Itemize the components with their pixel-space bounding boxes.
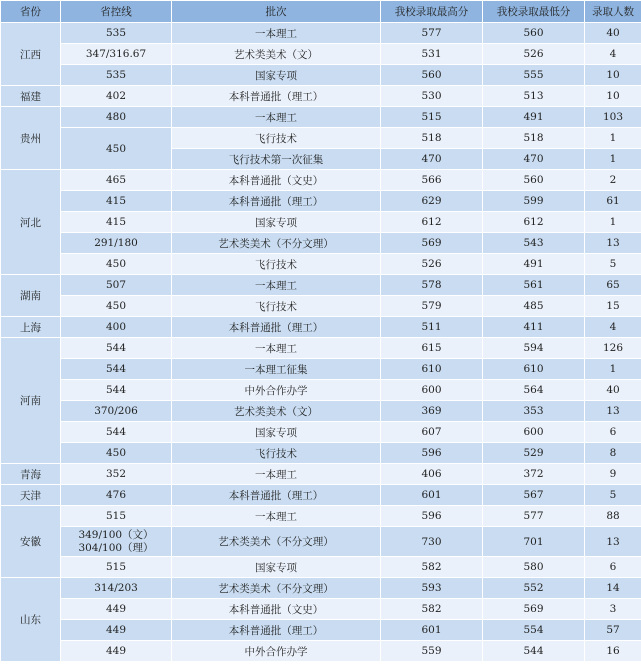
control-line-cell: 347/316.67 — [61, 44, 172, 65]
control-line-cell: 507 — [61, 275, 172, 296]
admitted-count-cell: 40 — [585, 23, 641, 44]
batch-cell: 艺术类美术（文） — [172, 44, 381, 65]
header-min-score: 我校录取最低分 — [483, 1, 585, 23]
table-row — [1, 422, 641, 443]
batch-cell: 国家专项 — [172, 65, 381, 86]
control-line-cell: 400 — [61, 317, 172, 338]
table-row — [1, 44, 641, 65]
header-province: 省份 — [1, 1, 61, 23]
control-line-cell: 515 — [61, 557, 172, 578]
min-score-cell: 564 — [483, 380, 585, 401]
control-line-cell: 415 — [61, 191, 172, 212]
min-score-cell: 599 — [483, 191, 585, 212]
admitted-count-cell: 13 — [585, 527, 641, 557]
admitted-count-cell: 1 — [585, 212, 641, 233]
table-row — [1, 578, 641, 599]
header-control-line: 省控线 — [61, 1, 172, 23]
min-score-cell: 491 — [483, 107, 585, 128]
admitted-count-cell: 88 — [585, 506, 641, 527]
control-line-cell: 449 — [61, 641, 172, 662]
min-score-cell: 513 — [483, 86, 585, 107]
table-row — [1, 86, 641, 107]
admitted-count-cell: 103 — [585, 107, 641, 128]
min-score-cell: 543 — [483, 233, 585, 254]
min-score-cell: 485 — [483, 296, 585, 317]
admitted-count-cell: 14 — [585, 578, 641, 599]
max-score-cell: 530 — [381, 86, 483, 107]
control-line-cell: 450 — [61, 254, 172, 275]
min-score-cell: 567 — [483, 485, 585, 506]
table-row — [1, 128, 641, 149]
batch-cell: 本科普通批（理工） — [172, 86, 381, 107]
min-score-cell: 612 — [483, 212, 585, 233]
table-row — [1, 233, 641, 254]
admitted-count-cell: 40 — [585, 380, 641, 401]
table-row — [1, 443, 641, 464]
batch-cell: 中外合作办学 — [172, 380, 381, 401]
max-score-cell: 596 — [381, 443, 483, 464]
batch-cell: 本科普通批（理工） — [172, 191, 381, 212]
control-line-cell: 544 — [61, 422, 172, 443]
batch-cell: 中外合作办学 — [172, 641, 381, 662]
max-score-cell: 601 — [381, 485, 483, 506]
admitted-count-cell: 8 — [585, 443, 641, 464]
control-line-cell: 476 — [61, 485, 172, 506]
batch-cell: 本科普通批（理工） — [172, 620, 381, 641]
max-score-cell: 515 — [381, 107, 483, 128]
max-score-cell: 615 — [381, 338, 483, 359]
province-cell: 山东 — [1, 578, 61, 662]
max-score-cell: 566 — [381, 170, 483, 191]
admitted-count-cell: 10 — [585, 86, 641, 107]
admitted-count-cell: 10 — [585, 65, 641, 86]
batch-cell: 本科普通批（文史） — [172, 599, 381, 620]
max-score-cell: 582 — [381, 599, 483, 620]
control-line-cell: 535 — [61, 65, 172, 86]
max-score-cell: 406 — [381, 464, 483, 485]
table-row — [1, 191, 641, 212]
control-line-cell: 449 — [61, 599, 172, 620]
admitted-count-cell: 126 — [585, 338, 641, 359]
admitted-count-cell: 13 — [585, 401, 641, 422]
table-row — [1, 641, 641, 662]
batch-cell: 一本理工 — [172, 464, 381, 485]
admitted-count-cell: 4 — [585, 44, 641, 65]
admitted-count-cell: 5 — [585, 254, 641, 275]
batch-cell: 国家专项 — [172, 212, 381, 233]
admitted-count-cell: 16 — [585, 641, 641, 662]
max-score-cell: 577 — [381, 23, 483, 44]
admitted-count-cell: 3 — [585, 599, 641, 620]
batch-cell: 飞行技术 — [172, 254, 381, 275]
table-row — [1, 107, 641, 128]
table-row — [1, 401, 641, 422]
table-row — [1, 620, 641, 641]
min-score-cell: 552 — [483, 578, 585, 599]
batch-cell: 一本理工 — [172, 275, 381, 296]
table-row — [1, 506, 641, 527]
control-line-cell: 352 — [61, 464, 172, 485]
control-line-cell: 465 — [61, 170, 172, 191]
table-body — [1, 23, 641, 662]
batch-cell: 国家专项 — [172, 422, 381, 443]
batch-cell: 艺术类美术（不分文理） — [172, 527, 381, 557]
admitted-count-cell: 5 — [585, 485, 641, 506]
batch-cell: 一本理工 — [172, 107, 381, 128]
province-cell: 贵州 — [1, 107, 61, 170]
control-line-cell: 544 — [61, 380, 172, 401]
min-score-cell: 470 — [483, 149, 585, 170]
max-score-cell: 560 — [381, 65, 483, 86]
control-line-cell: 544 — [61, 359, 172, 380]
min-score-cell: 580 — [483, 557, 585, 578]
control-line-cell — [61, 527, 172, 557]
min-score-cell: 526 — [483, 44, 585, 65]
control-line-cell: 370/206 — [61, 401, 172, 422]
max-score-cell: 596 — [381, 506, 483, 527]
max-score-cell: 600 — [381, 380, 483, 401]
table-row — [1, 359, 641, 380]
min-score-cell: 594 — [483, 338, 585, 359]
province-cell: 湖南 — [1, 275, 61, 317]
control-line-cell: 314/203 — [61, 578, 172, 599]
batch-cell: 飞行技术 — [172, 296, 381, 317]
max-score-cell: 593 — [381, 578, 483, 599]
admitted-count-cell: 13 — [585, 233, 641, 254]
batch-cell: 一本理工 — [172, 506, 381, 527]
max-score-cell: 612 — [381, 212, 483, 233]
batch-cell: 飞行技术第一次征集 — [172, 149, 381, 170]
table-row — [1, 65, 641, 86]
min-score-cell: 491 — [483, 254, 585, 275]
max-score-cell: 369 — [381, 401, 483, 422]
control-line-cell: 480 — [61, 107, 172, 128]
admitted-count-cell: 1 — [585, 359, 641, 380]
max-score-cell: 730 — [381, 527, 483, 557]
max-score-cell: 582 — [381, 557, 483, 578]
min-score-cell: 610 — [483, 359, 585, 380]
control-line-cell: 515 — [61, 506, 172, 527]
table-row — [1, 380, 641, 401]
max-score-cell: 569 — [381, 233, 483, 254]
admitted-count-cell: 15 — [585, 296, 641, 317]
admitted-count-cell: 2 — [585, 170, 641, 191]
max-score-cell: 470 — [381, 149, 483, 170]
min-score-cell: 600 — [483, 422, 585, 443]
min-score-cell: 555 — [483, 65, 585, 86]
batch-cell: 本科普通批（文史） — [172, 170, 381, 191]
table-row — [1, 170, 641, 191]
admitted-count-cell: 9 — [585, 464, 641, 485]
max-score-cell: 526 — [381, 254, 483, 275]
min-score-cell: 561 — [483, 275, 585, 296]
province-cell: 上海 — [1, 317, 61, 338]
control-line-cell: 450 — [61, 296, 172, 317]
province-cell: 天津 — [1, 485, 61, 506]
batch-cell: 艺术类美术（不分文理） — [172, 233, 381, 254]
max-score-cell: 559 — [381, 641, 483, 662]
min-score-cell: 353 — [483, 401, 585, 422]
admitted-count-cell: 6 — [585, 557, 641, 578]
batch-cell: 飞行技术 — [172, 443, 381, 464]
min-score-cell: 569 — [483, 599, 585, 620]
table-row — [1, 338, 641, 359]
header-admitted-count: 录取人数 — [585, 1, 641, 23]
admitted-count-cell: 61 — [585, 191, 641, 212]
max-score-cell: 601 — [381, 620, 483, 641]
max-score-cell: 629 — [381, 191, 483, 212]
table-row — [1, 527, 641, 557]
control-line-text: 349/100（文） — [78, 528, 154, 541]
table-row — [1, 23, 641, 44]
admitted-count-cell: 65 — [585, 275, 641, 296]
max-score-cell: 579 — [381, 296, 483, 317]
table-row — [1, 485, 641, 506]
max-score-cell: 607 — [381, 422, 483, 443]
province-cell: 福建 — [1, 86, 61, 107]
control-line-text-2: 304/100（理） — [78, 541, 154, 554]
header-max-score: 我校录取最高分 — [381, 1, 483, 23]
admitted-count-cell: 1 — [585, 149, 641, 170]
min-score-cell: 529 — [483, 443, 585, 464]
admitted-count-cell: 4 — [585, 317, 641, 338]
max-score-cell: 610 — [381, 359, 483, 380]
table-row — [1, 212, 641, 233]
min-score-cell: 518 — [483, 128, 585, 149]
admitted-count-cell: 1 — [585, 128, 641, 149]
batch-cell: 飞行技术 — [172, 128, 381, 149]
control-line-cell: 449 — [61, 620, 172, 641]
control-line-cell: 291/180 — [61, 233, 172, 254]
min-score-cell: 544 — [483, 641, 585, 662]
min-score-cell: 560 — [483, 23, 585, 44]
max-score-cell: 578 — [381, 275, 483, 296]
admitted-count-cell: 6 — [585, 422, 641, 443]
header-row — [1, 1, 641, 23]
table-row — [1, 317, 641, 338]
batch-cell: 一本理工 — [172, 338, 381, 359]
control-line-cell: 415 — [61, 212, 172, 233]
min-score-cell: 372 — [483, 464, 585, 485]
batch-cell: 国家专项 — [172, 557, 381, 578]
control-line-cell: 535 — [61, 23, 172, 44]
batch-cell: 艺术类美术（不分文理） — [172, 578, 381, 599]
header-batch: 批次 — [172, 1, 381, 23]
batch-cell: 艺术类美术（文） — [172, 401, 381, 422]
control-line-cell: 450 — [61, 443, 172, 464]
batch-cell: 本科普通批（理工） — [172, 317, 381, 338]
control-line-cell: 402 — [61, 86, 172, 107]
province-cell: 河北 — [1, 170, 61, 275]
min-score-cell: 701 — [483, 527, 585, 557]
province-cell: 河南 — [1, 338, 61, 464]
table-row — [1, 254, 641, 275]
province-cell: 青海 — [1, 464, 61, 485]
table-row — [1, 275, 641, 296]
max-score-cell: 531 — [381, 44, 483, 65]
control-line-cell: 544 — [61, 338, 172, 359]
table-row — [1, 296, 641, 317]
max-score-cell: 511 — [381, 317, 483, 338]
batch-cell: 本科普通批（理工） — [172, 485, 381, 506]
table-row — [1, 464, 641, 485]
max-score-cell: 518 — [381, 128, 483, 149]
table-row — [1, 599, 641, 620]
min-score-cell: 411 — [483, 317, 585, 338]
min-score-cell: 560 — [483, 170, 585, 191]
batch-cell: 一本理工征集 — [172, 359, 381, 380]
admitted-count-cell: 57 — [585, 620, 641, 641]
table-row — [1, 557, 641, 578]
min-score-cell: 577 — [483, 506, 585, 527]
province-cell: 安徽 — [1, 506, 61, 578]
province-cell: 江西 — [1, 23, 61, 86]
batch-cell: 一本理工 — [172, 23, 381, 44]
min-score-cell: 554 — [483, 620, 585, 641]
control-line-cell: 450 — [61, 128, 172, 170]
